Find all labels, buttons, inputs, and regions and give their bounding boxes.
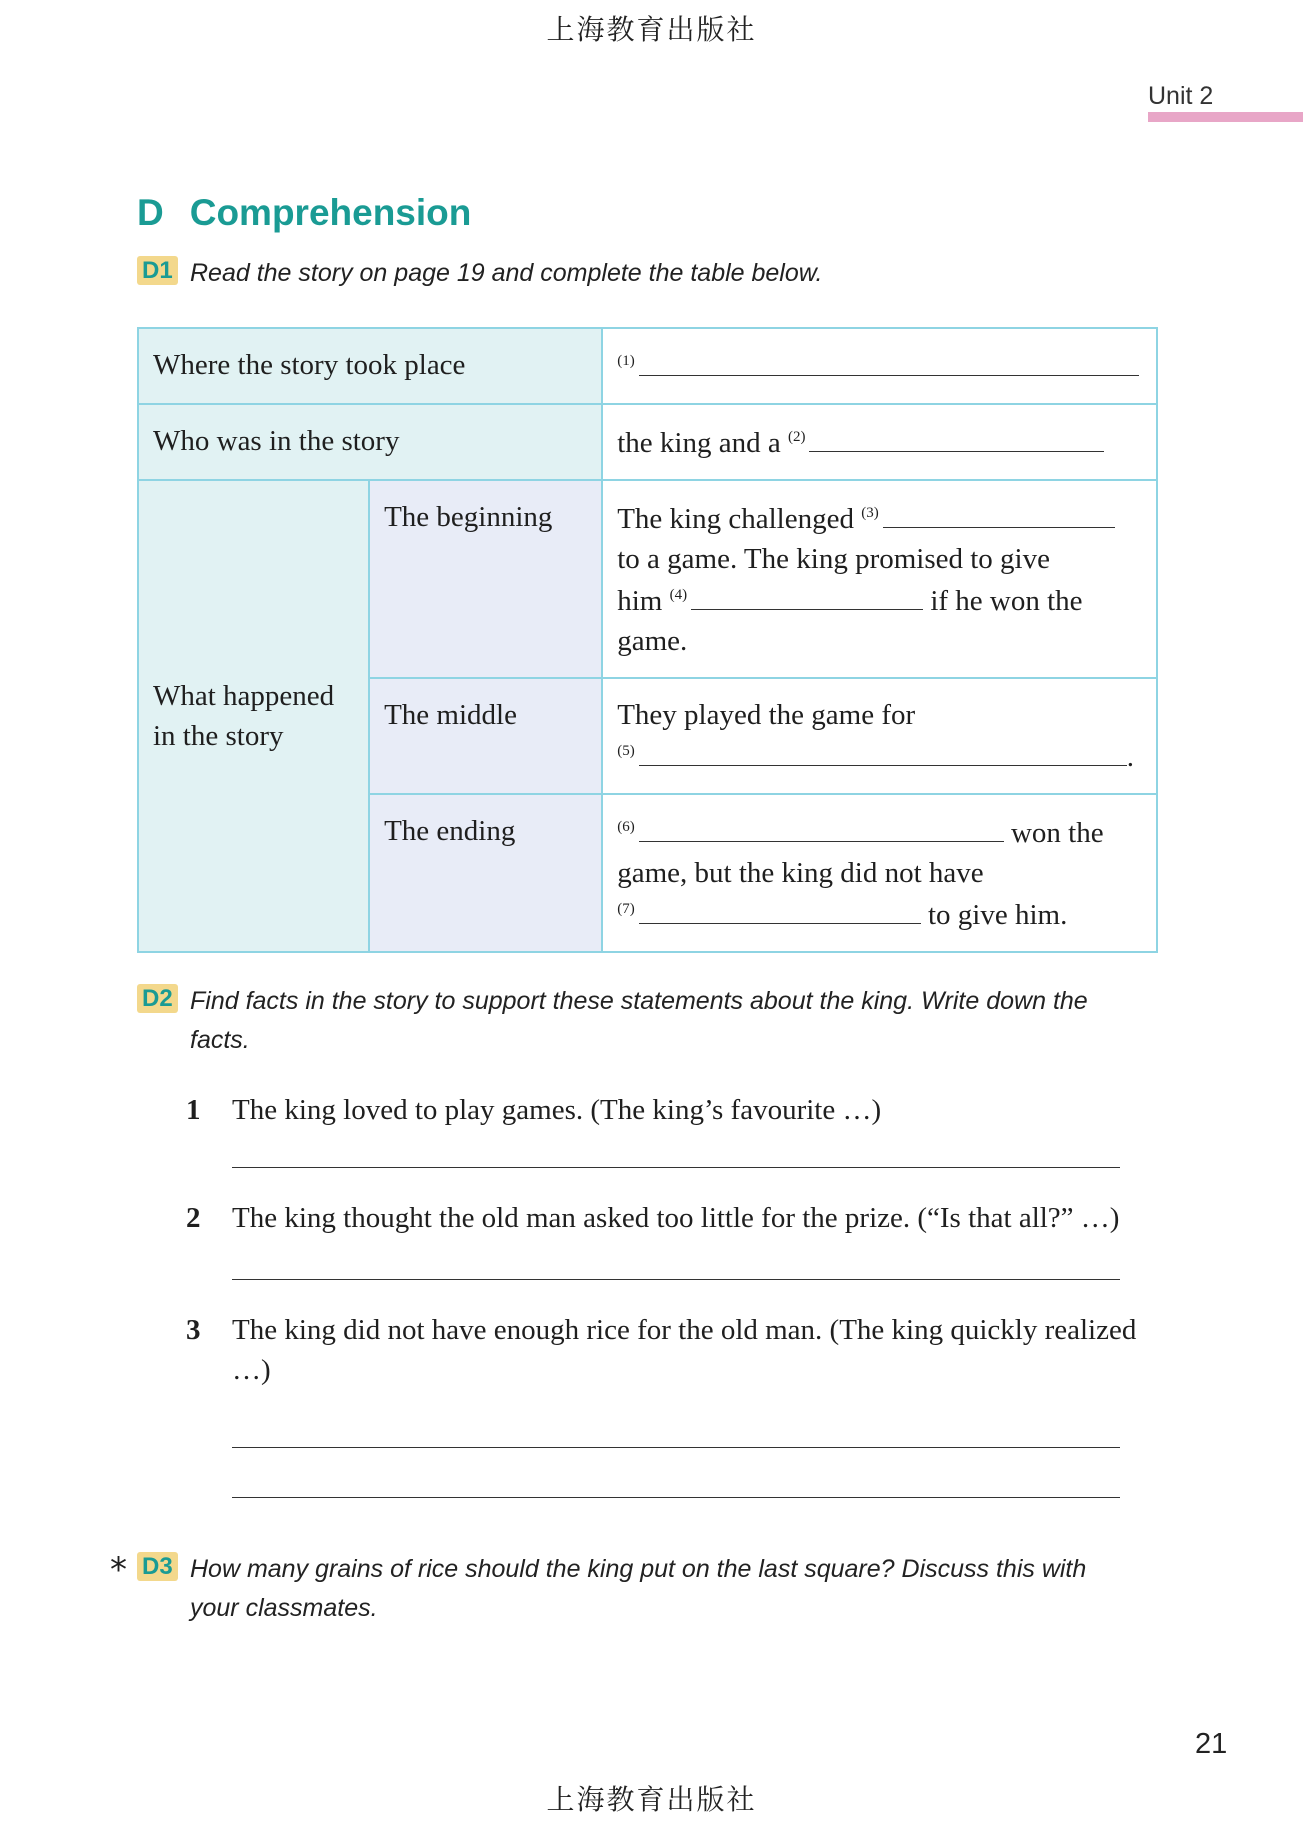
answer-line[interactable] [232,1166,1120,1168]
where-label: Where the story took place [138,328,602,404]
who-prefix: the king and a [617,427,781,459]
answer-blank-2[interactable] [809,421,1104,452]
who-answer [602,404,1157,480]
blank-number: (2) [787,429,806,445]
beginning-answer [602,480,1157,678]
unit-bar [1148,112,1303,122]
answer-blank-4[interactable] [691,579,923,610]
section-heading [137,192,471,234]
section-title: Comprehension [189,192,472,233]
blank-number: (5) [617,743,635,759]
who-label: Who was in the story [138,404,602,480]
blank-number: (4) [669,587,688,603]
task-d2-instruction: Find facts in the story to support these statements about the king. Write down the facts. [190,987,1088,1054]
d2-questions [186,1090,1146,1498]
table-row-where [138,328,1157,404]
publisher-footer: 上海教育出版社 [546,1783,757,1816]
table-row-beginning [138,480,1157,678]
unit-label: Unit 2 [1148,82,1214,110]
task-d3 [137,1550,1137,1628]
answer-line[interactable] [232,1446,1120,1448]
beginning-text-4: game. [617,625,688,657]
question-number: 2 [186,1202,201,1234]
middle-line-2 [617,735,1142,777]
beginning-line-3 [617,579,1142,621]
where-answer [602,328,1157,404]
question-number: 3 [186,1314,201,1346]
beginning-label: The beginning [369,480,602,678]
answer-line[interactable] [232,1496,1120,1498]
question-text: The king loved to play games. (The king’s favourite …) [232,1094,882,1126]
answer-line[interactable] [232,1278,1120,1280]
middle-answer [602,678,1157,794]
blank-number: (3) [861,505,879,521]
question-1 [186,1090,1146,1168]
task-badge-d1: D1 [137,256,178,285]
beginning-text-1: The king challenged [617,503,854,535]
beginning-text-3a: him [617,585,663,617]
beginning-line-1 [617,497,1142,539]
blank-number: (1) [617,353,635,369]
beginning-text-2: to a game. The king promised to give [617,543,1050,575]
task-d1 [137,254,1137,293]
question-text: The king did not have enough rice for the old man. (The king quickly realized …) [232,1314,1137,1386]
beginning-text-3b: if he won the [930,585,1083,617]
ending-label: The ending [369,794,602,952]
answer-blank-5[interactable] [639,735,1127,766]
table-row-who [138,404,1157,480]
middle-period: . [1126,741,1134,773]
what-label: What happened in the story [138,480,369,952]
task-d3-instruction: How many grains of rice should the king put on the last square? Discuss this with your classmates. [190,1555,1087,1622]
middle-text-1: They played the game for [617,699,916,731]
ending-text-1: won the [1010,817,1104,849]
middle-label: The middle [369,678,602,794]
answer-blank-1[interactable] [639,345,1139,376]
section-letter: D [137,192,164,233]
task-d1-instruction: Read the story on page 19 and complete the table below. [190,259,823,287]
blank-number: (6) [617,819,635,835]
challenge-star: * [110,1550,127,1590]
blank-number: (7) [617,901,635,917]
task-badge-d2: D2 [137,984,178,1013]
ending-answer [602,794,1157,952]
task-d2 [137,982,1137,1060]
publisher-header: 上海教育出版社 [546,13,757,46]
ending-line-1 [617,811,1142,853]
answer-blank-7[interactable] [639,893,921,924]
question-text: The king thought the old man asked too little for the prize. (“Is that all?” …) [232,1202,1120,1234]
question-3 [186,1310,1146,1498]
question-2 [186,1198,1146,1280]
ending-text-3: to give him. [927,899,1068,931]
question-number: 1 [186,1094,201,1126]
ending-text-2: game, but the king did not have [617,857,984,889]
answer-blank-3[interactable] [883,497,1115,528]
ending-line-3 [617,893,1142,935]
story-table [137,327,1158,953]
task-badge-d3: D3 [137,1552,178,1581]
answer-blank-6[interactable] [639,811,1004,842]
page-number: 21 [1195,1728,1228,1760]
